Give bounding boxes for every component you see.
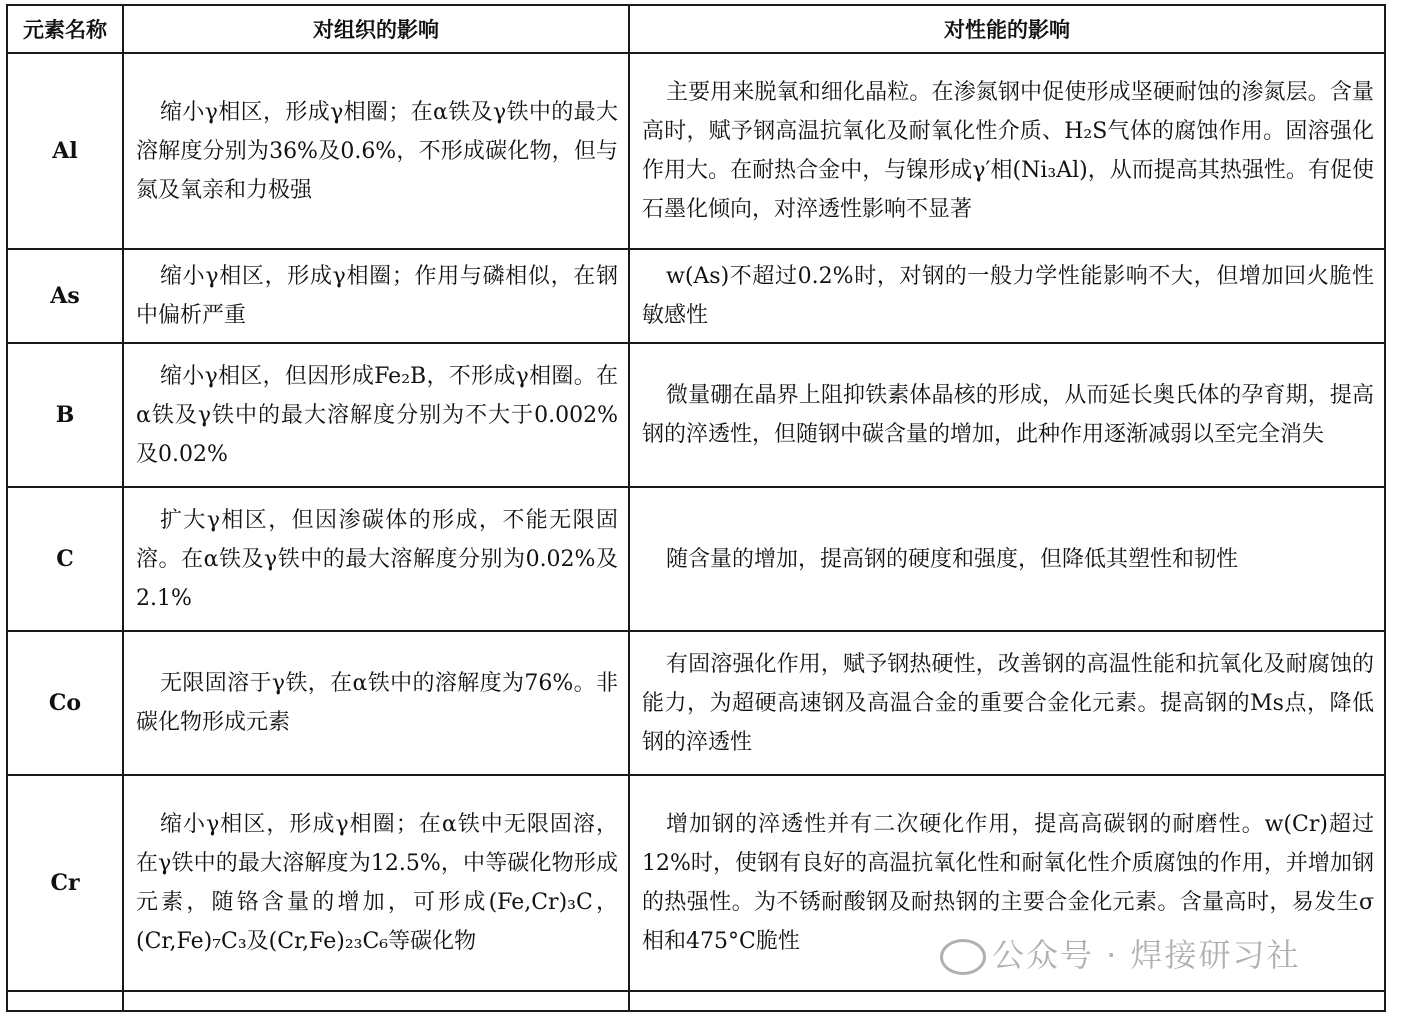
- element-name: Al: [7, 53, 123, 249]
- property-effect: 微量硼在晶界上阻抑铁素体晶核的形成，从而延长奥氏体的孕育期，提高钢的淬透性，但随钢中碳含量的增加，此种作用逐渐减弱以至完全消失: [629, 343, 1385, 487]
- element-name: Cr: [7, 775, 123, 991]
- element-name: Co: [7, 631, 123, 775]
- wechat-icon: [940, 939, 986, 975]
- element-name: C: [7, 487, 123, 631]
- empty-cell: [7, 991, 123, 1011]
- table-row: [7, 487, 1385, 631]
- header-element: 元素名称: [7, 5, 123, 53]
- element-name: As: [7, 249, 123, 343]
- table-row: [7, 631, 1385, 775]
- empty-cell: [123, 991, 629, 1011]
- element-name: B: [7, 343, 123, 487]
- watermark-text: 公众号 · 焊接研习社: [992, 936, 1301, 974]
- table-row: [7, 249, 1385, 343]
- property-effect: 有固溶强化作用，赋予钢热硬性，改善钢的高温性能和抗氧化及耐腐蚀的能力，为超硬高速钢及高温合金的重要合金化元素。提高钢的Ms点，降低钢的淬透性: [629, 631, 1385, 775]
- property-effect: w(As)不超过0.2%时，对钢的一般力学性能影响不大，但增加回火脆性敏感性: [629, 249, 1385, 343]
- alloying-elements-table: [6, 4, 1386, 1012]
- structure-effect: 缩小γ相区，形成γ相圈；作用与磷相似，在钢中偏析严重: [123, 249, 629, 343]
- header-property-effect: 对性能的影响: [629, 5, 1385, 53]
- table-row: [7, 53, 1385, 249]
- header-row: [7, 5, 1385, 53]
- structure-effect: 缩小γ相区，但因形成Fe₂B，不形成γ相圈。在α铁及γ铁中的最大溶解度分别为不大于0.002%及0.02%: [123, 343, 629, 487]
- empty-cell: [629, 991, 1385, 1011]
- structure-effect: 缩小γ相区，形成γ相圈；在α铁及γ铁中的最大溶解度分别为36%及0.6%，不形成碳化物，但与氮及氧亲和力极强: [123, 53, 629, 249]
- property-effect: 主要用来脱氧和细化晶粒。在渗氮钢中促使形成坚硬耐蚀的渗氮层。含量高时，赋予钢高温抗氧化及耐氧化性介质、H₂S气体的腐蚀作用。固溶强化作用大。在耐热合金中，与镍形成γ′相(Ni₃Al)，从而提高其热强性。有促使石墨化倾向，对淬透性影响不显著: [629, 53, 1385, 249]
- table-row-partial: [7, 991, 1385, 1011]
- header-structure-effect: 对组织的影响: [123, 5, 629, 53]
- property-effect: 增加钢的淬透性并有二次硬化作用，提高高碳钢的耐磨性。w(Cr)超过12%时，使钢有良好的高温抗氧化性和耐氧化性介质腐蚀的作用，并增加钢的热强性。为不锈耐酸钢及耐热钢的主要合金化元素。含量高时，易发生σ相和475°C脆性: [629, 775, 1385, 991]
- structure-effect: 无限固溶于γ铁，在α铁中的溶解度为76%。非碳化物形成元素: [123, 631, 629, 775]
- structure-effect: 缩小γ相区，形成γ相圈；在α铁中无限固溶，在γ铁中的最大溶解度为12.5%，中等碳化物形成元素，随铬含量的增加，可形成(Fe,Cr)₃C，(Cr,Fe)₇C₃及(Cr,Fe)₂₃C₆等碳化物: [123, 775, 629, 991]
- watermark: [940, 930, 1301, 976]
- table-row: [7, 343, 1385, 487]
- property-effect: 随含量的增加，提高钢的硬度和强度，但降低其塑性和韧性: [629, 487, 1385, 631]
- structure-effect: 扩大γ相区，但因渗碳体的形成，不能无限固溶。在α铁及γ铁中的最大溶解度分别为0.02%及2.1%: [123, 487, 629, 631]
